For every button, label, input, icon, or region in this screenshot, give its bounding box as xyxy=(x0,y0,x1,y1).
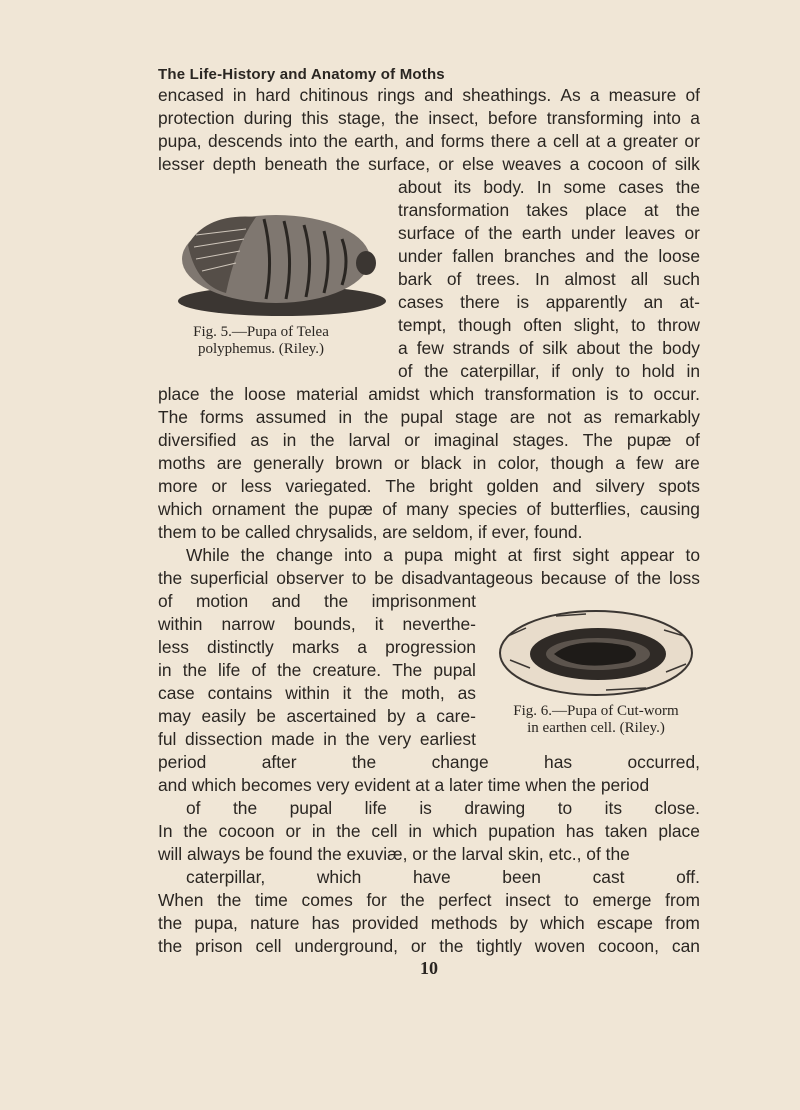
text-line: place the loose material amidst which transformation is to occur. xyxy=(158,384,700,404)
text-line: which ornament the pupæ of many species of butterflies, causing xyxy=(158,499,700,519)
figure-6-pupa-in-cell-illustration xyxy=(496,606,696,700)
text-line: lesser depth beneath the surface, or else weaves a cocoon of silk xyxy=(158,154,700,174)
text-line: The forms assumed in the pupal stage are not as remarkably xyxy=(158,407,700,427)
figure-5-caption xyxy=(146,324,376,358)
text-line: of motion and the imprisonment xyxy=(158,591,476,611)
text-line: the superficial observer to be disadvantageous because of the loss xyxy=(158,568,700,588)
text-line: and which becomes very evident at a later time when the period xyxy=(158,775,650,795)
text-line: In the cocoon or in the cell in which pupation has taken place xyxy=(158,821,700,841)
text-line: protection during this stage, the insect, before transforming into a xyxy=(158,108,700,128)
text-line: tempt, though often slight, to throw xyxy=(398,315,700,335)
text-line: pupa, descends into the earth, and forms there a cell at a greater or xyxy=(158,131,700,151)
text-line: of the caterpillar, if only to hold in xyxy=(398,361,700,381)
text-line: case contains within it the moth, as xyxy=(158,683,476,703)
text-line: under fallen branches and the loose xyxy=(398,246,700,266)
text-line: bark of trees. In almost all such xyxy=(398,269,700,289)
figure-6-caption-line-2: in earthen cell. (Riley.) xyxy=(527,720,665,736)
figure-5-pupa-illustration xyxy=(166,205,388,325)
text-line: will always be found the exuviæ, or the larval skin, etc., of the xyxy=(158,844,630,864)
text-line: more or less variegated. The bright golden and silvery spots xyxy=(158,476,700,496)
text-line: of the pupal life is drawing to its close. xyxy=(186,798,700,818)
page-number: 10 xyxy=(420,958,438,978)
figure-6-caption-line-1: Fig. 6.—Pupa of Cut-worm xyxy=(513,703,679,719)
text-line: When the time comes for the perfect insect to emerge from xyxy=(158,890,700,910)
text-line: a few strands of silk about the body xyxy=(398,338,700,358)
text-line: them to be called chrysalids, are seldom, if ever, found. xyxy=(158,522,583,542)
figure-6-caption xyxy=(488,703,704,737)
figure-5-caption-line-2: polyphemus. (Riley.) xyxy=(197,341,325,357)
text-line: the pupa, nature has provided methods by which escape from xyxy=(158,913,700,933)
figure-5-caption-line-1: Fig. 5.—Pupa of Telea xyxy=(193,324,329,340)
text-line: about its body. In some cases the xyxy=(398,177,700,197)
text-line: the prison cell underground, or the tightly woven cocoon, can xyxy=(158,936,700,956)
text-line: cases there is apparently an at- xyxy=(398,292,700,312)
text-line: less distinctly marks a progression xyxy=(158,637,476,657)
text-line: moths are generally brown or black in color, though a few are xyxy=(158,453,700,473)
running-head: The Life-History and Anatomy of Moths xyxy=(158,66,445,83)
text-line: surface of the earth under leaves or xyxy=(398,223,700,243)
text-line: within narrow bounds, it neverthe- xyxy=(158,614,476,634)
text-line: caterpillar, which have been cast off. xyxy=(186,867,700,887)
text-line: While the change into a pupa might at first sight appear to xyxy=(186,545,700,565)
text-line: diversified as in the larval or imaginal stages. The pupæ of xyxy=(158,430,700,450)
text-line: transformation takes place at the xyxy=(398,200,700,220)
book-page xyxy=(158,0,700,1110)
text-line: ful dissection made in the very earliest xyxy=(158,729,476,749)
text-line: may easily be ascertained by a care- xyxy=(158,706,476,726)
text-line: period after the change has occurred, xyxy=(158,752,700,772)
text-line: in the life of the creature. The pupal xyxy=(158,660,476,680)
text-line: encased in hard chitinous rings and sheathings. As a measure of xyxy=(158,85,700,105)
